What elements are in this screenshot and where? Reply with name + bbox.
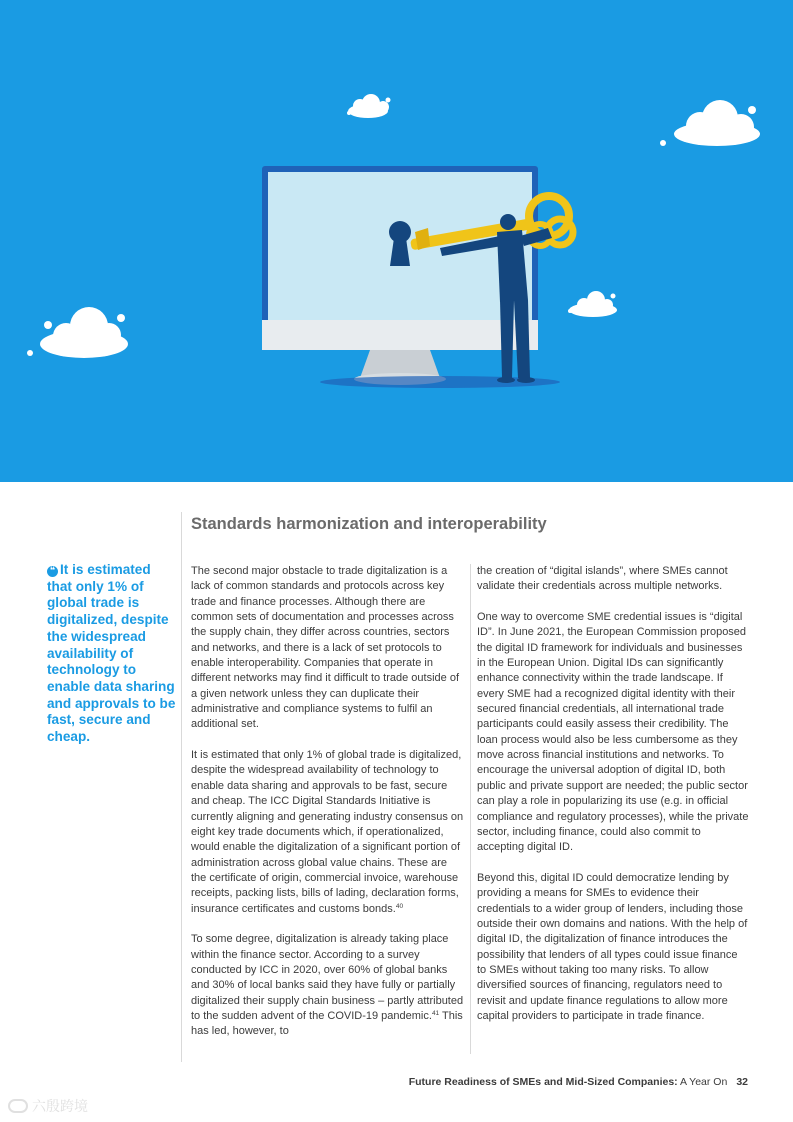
quote-mark-icon: ❝: [47, 566, 58, 577]
paragraph: The second major obstacle to trade digitalization is a lack of common standards and protocols across key trade and finance processes. Although there are common sets of documentation and processes across the supply chain, they differ across countries, sectors and networks, and there is a lack of set protocols to enable interoperability. Companies that operate in different networks may find it difficult to trade outside of a given network unless they can duplicate their administrative and compliance systems to fulfil an additional set.: [191, 565, 460, 731]
footer-subtitle: A Year On: [677, 1076, 728, 1088]
page-number: 32: [736, 1076, 748, 1088]
paragraph-text: This has led, however, to: [191, 1009, 463, 1038]
page-footer: [0, 1076, 748, 1088]
footer-title: Future Readiness of SMEs and Mid-Sized Companies:: [408, 1076, 678, 1088]
body-column-right: [477, 564, 749, 1040]
paragraph: One way to overcome SME credential issues is “digital ID”. In June 2021, the European Commission proposed the digital ID framework for individuals and businesses in the European Union. Digital IDs can significantly enhance connectivity within the trade landscape. If every SME had a recognized digital identity with their secured financial credentials, all international trade participants could easily assess their credibility. The loan process would also be less cumbersome as they move across financial institutions and networks. To encourage the universal adoption of digital ID, both public and private support are needed; the public sector can play a role in popularizing its use (e.g. in official compliance and regulatory processes), while the private sector, including finance, could also commit to accepting digital ID.: [477, 611, 749, 854]
paragraph: [191, 932, 464, 1039]
column-divider: [181, 512, 182, 1062]
cloud-icon: [660, 100, 760, 146]
column-divider: [470, 564, 471, 1054]
pull-quote-text: It is estimated that only 1% of global trade is digitalized, despite the widespread availability of technology to enable data sharing and approvals to be fast, secure and cheap.: [47, 562, 176, 745]
watermark: [8, 1096, 88, 1116]
pull-quote: [47, 562, 179, 746]
footnote-ref[interactable]: 40: [395, 902, 404, 910]
watermark-logo-icon: [8, 1099, 28, 1113]
cloud-icon: [347, 94, 391, 118]
footnote-ref[interactable]: 41: [431, 1009, 440, 1017]
body-column-left: [191, 564, 464, 1055]
hero-illustration: [0, 0, 793, 482]
paragraph-text: It is estimated that only 1% of global trade is digitalized, despite the widespread availability of technology to enable data sharing and approvals to be fast, secure and cheap. The ICC Digital Standards Initiative is currently aligning and generating industry consensus on eight key trade documents which, if operationalized, would enable the digitalization of a significant portion of administration across global value chains. These are the certificate of origin, commercial invoice, warehouse receipts, packing lists, bills of lading, declaration forms, insurance certificates and customs bonds.: [191, 749, 464, 915]
paragraph: [191, 748, 464, 917]
watermark-text: 六殷跨境: [32, 1099, 88, 1115]
section-heading: Standards harmonization and interoperability: [191, 515, 547, 533]
paragraph: Beyond this, digital ID could democratize lending by providing a means for SMEs to evidence their credentials to a wider group of lenders, including those outside their own domains and nations. With the help of digital ID, the digitalization of finance introduces the possibility that lenders of all types could issue finance to SMEs without taking too many risks. To allow diversified sources of financing, regulators need to revisit and update finance regulations to allow more capital providers to participate in trade finance.: [477, 871, 748, 1022]
cloud-icon: [27, 307, 128, 358]
paragraph: the creation of “digital islands”, where SMEs cannot validate their credentials across multiple networks.: [477, 565, 728, 593]
paragraph-text: To some degree, digitalization is already taking place within the finance sector. According to a survey conducted by ICC in 2020, over 60% of global banks and 30% of local banks said they have fully or partially digitalized their supply chain business – partly attributed to the sudden advent of the COVID-19 pandemic.: [191, 933, 464, 1022]
monitor-key-lock-icon: [0, 0, 793, 482]
cloud-icon: [568, 291, 617, 317]
